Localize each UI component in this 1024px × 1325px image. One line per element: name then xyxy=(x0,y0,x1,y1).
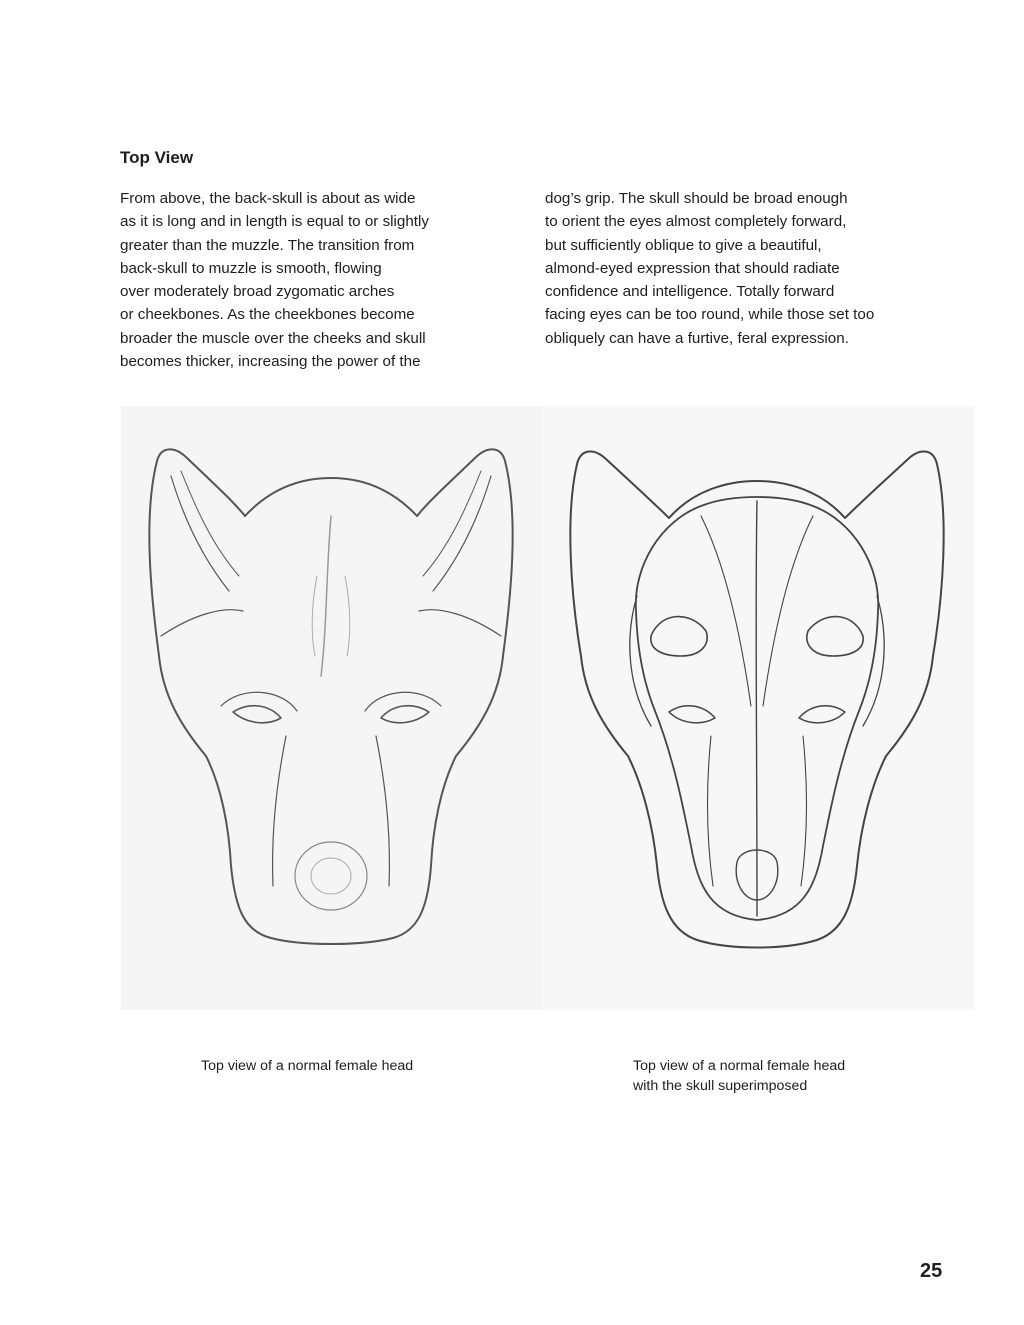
page-number: 25 xyxy=(920,1260,943,1282)
figure-caption-left: Top view of a normal female head xyxy=(201,1058,414,1074)
text-line: confidence and intelligence. Totally forward xyxy=(545,283,835,301)
text-line: broader the muscle over the cheeks and skull xyxy=(120,329,426,347)
text-line: or cheekbones. As the cheekbones become xyxy=(120,306,415,324)
skull-superimposed-illustration xyxy=(541,406,974,1010)
text-line: almond-eyed expression that should radiate xyxy=(545,259,840,277)
body-text-left-column xyxy=(120,187,500,373)
body-text-right-column xyxy=(545,187,925,350)
caption-line: with the skull superimposed xyxy=(633,1078,808,1094)
section-heading: Top View xyxy=(120,148,194,167)
text-line: obliquely can have a furtive, feral expression. xyxy=(545,329,849,347)
text-line: to orient the eyes almost completely forward, xyxy=(545,213,847,231)
text-line: becomes thicker, increasing the power of the xyxy=(120,353,421,371)
text-line: but sufficiently oblique to give a beautiful, xyxy=(545,236,822,254)
text-line: From above, the back-skull is about as wide xyxy=(120,190,416,207)
dog-head-illustration xyxy=(121,406,541,1010)
text-line: facing eyes can be too round, while those set too xyxy=(545,306,875,324)
text-line: as it is long and in length is equal to or slightly xyxy=(120,213,429,231)
text-line: greater than the muzzle. The transition from xyxy=(120,236,415,254)
figure-caption-right xyxy=(633,1056,845,1096)
caption-line: Top view of a normal female head xyxy=(633,1058,846,1074)
text-line: over moderately broad zygomatic arches xyxy=(120,283,395,301)
text-line: back-skull to muzzle is smooth, flowing xyxy=(120,259,382,277)
text-line: dog’s grip. The skull should be broad enough xyxy=(545,190,848,207)
